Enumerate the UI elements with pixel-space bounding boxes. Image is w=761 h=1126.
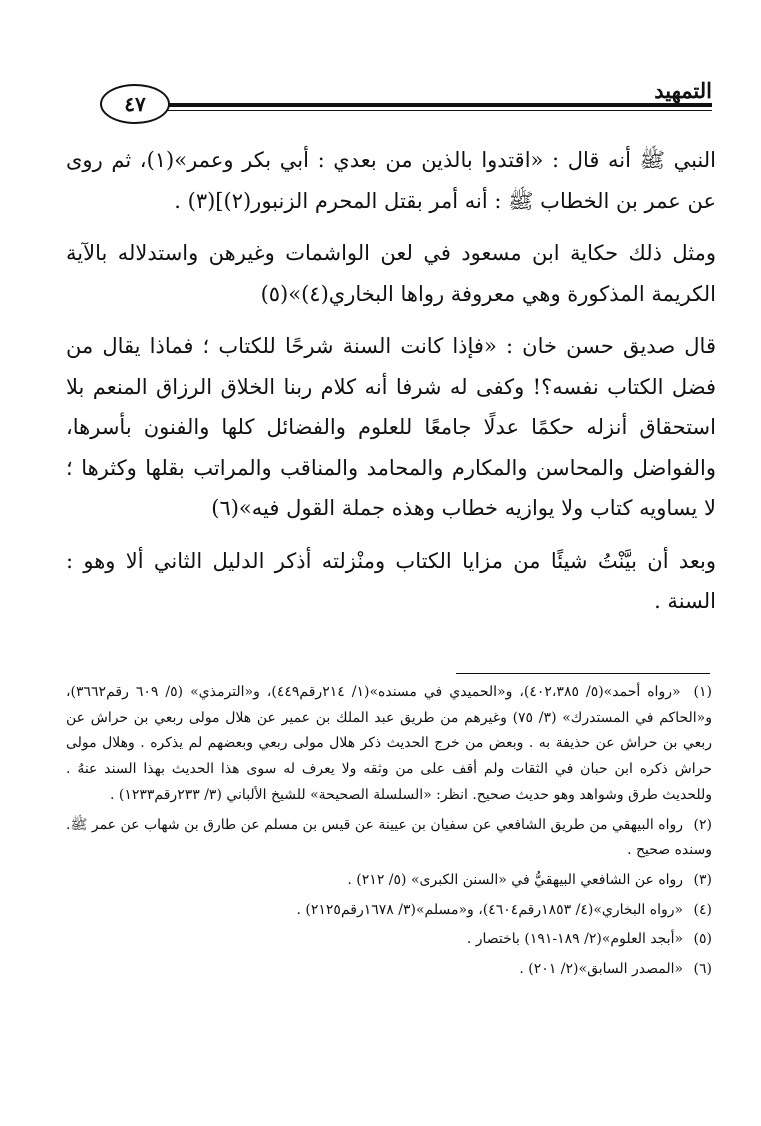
paragraph: وبعد أن بيَّنْتُ شيئًا من مزايا الكتاب ومنْزلته أذكر الدليل الثاني ألا وهو : السنة . [66, 548, 716, 613]
header-rule [156, 103, 712, 107]
paragraph: النبي ﷺ أنه قال : «اقتدوا بالذين من بعدي : أبي بكر وعمر»(١)، ثم روى عن عمر بن الخطاب ﷺ : أنه أمر بقتل المحرم الزنبور(٢)](٣) . [66, 148, 716, 213]
footnote-number: (٣) [693, 871, 712, 888]
main-text [66, 140, 716, 634]
footnote-text: «رواه أحمد»(٥/ ٤٠٢،٣٨٥)، و«الحميدي في مسنده»(١/ ٢١٤رقم٤٤٩)، و«الترمذي» (٥/ ٦٠٩ رقم٣٦٦٢)، و«الحاكم في المستدرك» (٣/ ٧٥) وغيرهم من طريق عبد الملك بن عمير عن هلال مولى ربعي بن حراش عن ربعي بن حراش عن حذيفة به . وبعض من خرج الحديث ذكر هلال مولى ربعي وبعضهم لم يذكره . وهلال مولى حراش ذكره ابن حبان في الثقات ولم أقف على من وثقه ولا يعرف له سوى هذا الحديث بهذا السند عنهُ . وللحديث طرق وشواهد وهو حديث صحيح. انظر: «السلسلة الصحيحة» للشيخ الألباني (٣/ ٢٣٣رقم١٢٣٣) . [66, 684, 712, 803]
footnote [66, 680, 712, 809]
header-rule-thin [156, 110, 712, 111]
paragraph: قال صديق حسن خان : «فإذا كانت السنة شرحًا للكتاب ؛ فماذا يقال من فضل الكتاب نفسه؟! وكفى له شرفا أنه كلام ربنا الخلاق الرزاق المنعم بلا استحقاق أنزله حكمًا عدلًا جامعًا للعلوم والفضائل كلها والفنون بأسرها، والفواضل والمحاسن والمكارم والمحامد والمناقب والمراتب بقلها وكثرها ؛ لا يساويه كتاب ولا يوازيه خطاب وهذه جملة القول فيه»(٦) [66, 334, 716, 520]
footnote-number: (٥) [693, 931, 712, 948]
footnote-number: (٤) [693, 901, 712, 918]
footnote-text: رواه عن الشافعي البيهقيُّ في «السنن الكبرى» (٥/ ٢١٢) . [347, 871, 684, 888]
running-title: التمهيد [654, 78, 712, 103]
page-header [100, 78, 712, 128]
footnote [66, 868, 712, 894]
footnote [66, 957, 712, 983]
page-number: ٤٧ [100, 84, 170, 124]
footnote-text: رواه البيهقي من طريق الشافعي عن سفيان بن عيينة عن قيس بن مسلم عن طارق بن شهاب عن عمر ﷺ. وسنده صحيح . [66, 816, 712, 859]
footnotes [66, 680, 712, 987]
footnote-number: (٦) [693, 961, 712, 978]
paragraph: ومثل ذلك حكاية ابن مسعود في لعن الواشمات وغيرهن واستدلاله بالآية الكريمة المذكورة وهي معروفة رواها البخاري(٤)»(٥) [66, 241, 716, 306]
footnote-divider [456, 673, 710, 674]
footnote [66, 898, 712, 924]
footnote-text: «أبجد العلوم»(٢/ ١٨٩-١٩١) باختصار . [466, 931, 684, 948]
footnote [66, 813, 712, 864]
footnote-text: «المصدر السابق»(٢/ ٢٠١) . [519, 961, 684, 978]
footnote-number: (١) [693, 684, 712, 700]
footnote-number: (٢) [693, 816, 712, 833]
footnote [66, 927, 712, 953]
footnote-text: «رواه البخاري»(٤/ ١٨٥٣رقم٤٦٠٤)، و«مسلم»(٣/ ١٦٧٨رقم٢١٢٥) . [296, 901, 684, 918]
